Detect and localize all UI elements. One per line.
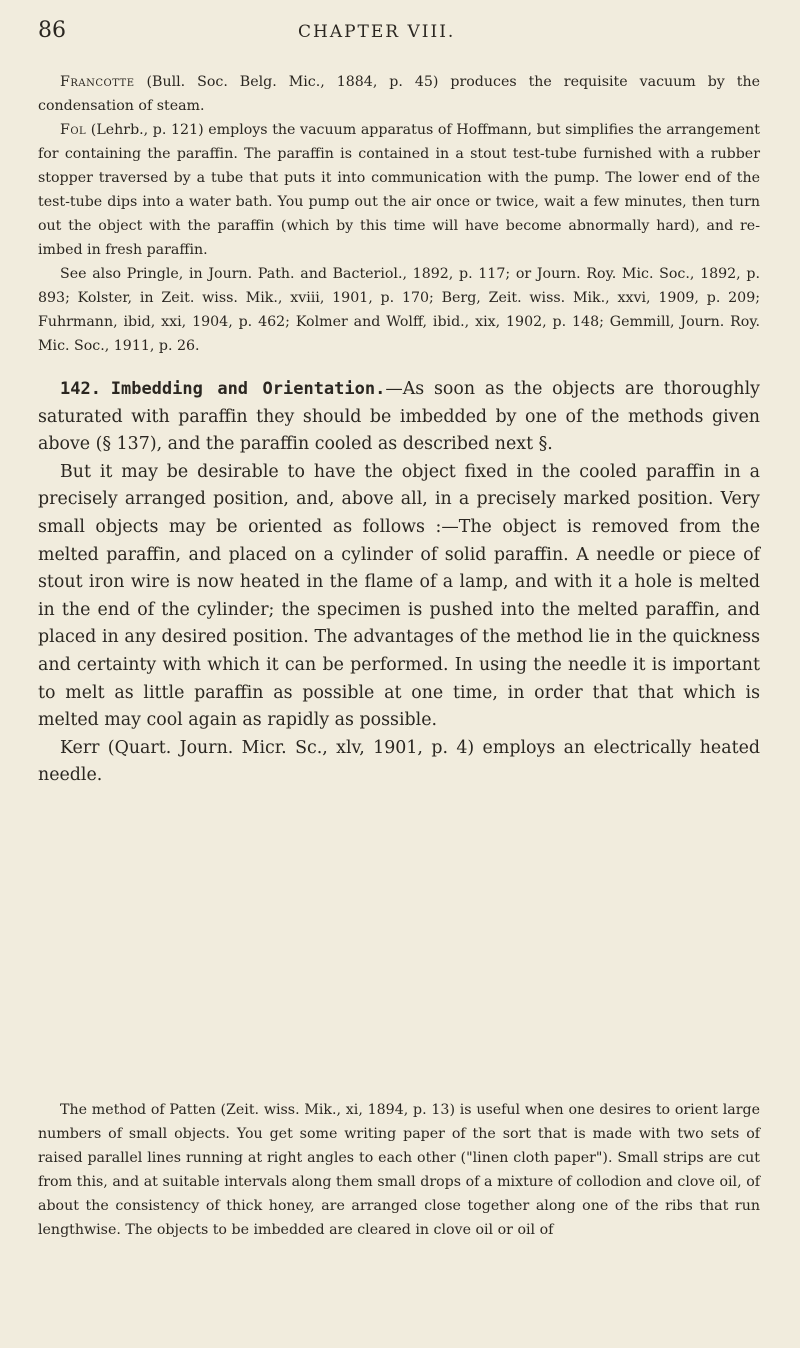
section-142: [38, 376, 760, 790]
running-head: CHAPTER VIII.: [298, 22, 456, 42]
paragraph-text: But it may be desirable to have the object fixed in the cooled paraffin in a precisely arranged position, and, above all, in a precisely marked position. Very small objects may be oriented as follows :—The object is removed from the melted paraffin, and placed on a cylinder of solid paraffin. A needle or piece of stout iron wire is now heated in the flame of a lamp, and with it a hole is melted in the end of the cylinder; the specimen is pushed into the melted paraffin, and placed in any desired position. The advantages of the method lie in the quickness and certainty with which it can be performed. In using the needle it is important to melt as little paraffin as possible at one time, in order that that which is melted may cool again as rapidly as possible.: [38, 461, 760, 731]
author-name: Fol: [60, 122, 87, 138]
kerr-paragraph: [38, 735, 760, 790]
author-name: Francotte: [60, 74, 135, 90]
paragraph-see-also: [38, 262, 760, 358]
paragraph-text: Kerr (Quart. Journ. Micr. Sc., xlv, 1901, p. 4) employs an electrically heated needle.: [38, 737, 760, 786]
paragraph-text: (Lehrb., p. 121) employs the vacuum apparatus of Hoffmann, but simplifies the arrangement for containing the paraffin. The paraffin is contained in a stout test-tube furnished with a rubber stopper traversed by a tube that puts it into communication with the pump. The lower end of the test-tube dips into a water bath. You pump out the air once or twice, wait a few minutes, then turn out the object with the paraffin (which by this time will have become abnormally hard), and re-imbed in fresh paraffin.: [38, 122, 760, 258]
paragraph-text: See also Pringle, in Journ. Path. and Bacteriol., 1892, p. 117; or Journ. Roy. Mic. Soc., 1892, p. 893; Kolster, in Zeit. wiss. Mik., xviii, 1901, p. 170; Berg, Zeit. wiss. Mik., xxvi, 1909, p. 209; Fuhrmann, ibid, xxi, 1904, p. 462; Kolmer and Wolff, ibid., xix, 1902, p. 148; Gemmill, Journ. Roy. Mic. Soc., 1911, p. 26.: [38, 266, 760, 354]
paragraph-patten: The method of Patten (Zeit. wiss. Mik., xi, 1894, p. 13) is useful when one desires to orient large numbers of small objects. You get some writing paper of the sort that is made with two sets of raised parallel lines running at right angles to each other ("linen cloth paper"). Small strips are cut from this, and at suitable intervals along them small drops of a mixture of collodion and clove oil, of about the consistency of thick honey, are arranged close together along one of the ribs that run lengthwise. The objects to be imbedded are cleared in clove oil or oil of: [38, 1102, 760, 1238]
small-print-block-top: [38, 70, 760, 358]
page-header: [38, 18, 760, 48]
paragraph-text: —As soon as the objects are thoroughly saturated with paraffin they should be imbedded by one of the methods given above (§ 137), and the paraffin cooled as described next §.: [38, 379, 760, 455]
page-number: 86: [38, 18, 66, 43]
orientation-paragraph: [38, 459, 760, 735]
paragraph-francotte: [38, 70, 760, 118]
small-print-block-bottom: [38, 1098, 760, 1242]
paragraph-fol: [38, 118, 760, 262]
section-title: Imbedding and Orientation.: [110, 379, 386, 399]
section-intro-paragraph: [38, 376, 760, 459]
section-number: 142.: [60, 379, 101, 399]
paragraph-text: (Bull. Soc. Belg. Mic., 1884, p. 45) produces the requisite vacuum by the condensation of steam.: [38, 74, 760, 114]
